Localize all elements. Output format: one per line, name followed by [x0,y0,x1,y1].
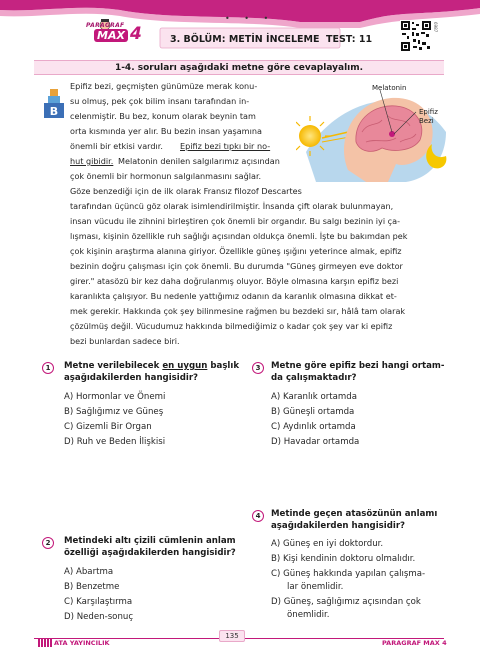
instruction-bar: 1-4. soruları aşağıdaki metne göre cevaplayalım. [34,60,444,75]
answer-option[interactable]: C) Gizemli Bir Organ [64,422,152,432]
question-prompt [271,508,437,532]
passage-line: mek gerekir. Hakkında çok şey bilinmesine rağmen bu bezdeki sır, hâlâ tam olarak [70,306,406,316]
answer-option-cont: önemlidir. [287,610,330,620]
series-name: PARAGRAF MAX 4 [382,639,447,647]
question-number: 4 [252,510,264,522]
question-prompt [64,535,236,559]
question-prompt-text: Metindeki altı çizili cümlenin anlam [64,536,236,546]
answer-option[interactable]: D) Güneş, sağlığımız açısından çok [271,597,421,607]
answer-option[interactable]: D) Havadar ortamda [271,437,360,447]
decorative-dots: • • • [225,14,275,23]
question-prompt-text: özelliği aşağıdakilerden hangisidir? [64,548,236,558]
logo-number: 4 [130,24,142,44]
figure-label-melatonin: Melatonin [372,84,407,92]
logo-top-text: PARAGRAF [86,22,125,29]
passage-line: çok kişinin araştırma alanına giriyor. Özellikle güneş ışığını yeterince almak, epifiz [70,246,402,256]
question-prompt-text: Metne göre epifiz bezi hangi ortam- [271,361,445,371]
answer-option[interactable]: A) Güneş en iyi doktordur. [271,539,384,549]
passage-line: çözülmüş değil. Vücudumuz hakkında bilmediğimiz o kadar çok şey var ki epifiz [70,321,393,331]
passage-line: karanlıkta çalışıyor. Bu nedenle yattığımız odanın da karanlık olmasına dikkat et- [70,291,397,301]
question-prompt-text: Metinde geçen atasözünün anlamı [271,509,438,519]
passage-line: tarafından üçüncü göz olarak isimlendirilmiştir. İnsanda çift olarak bulunmayan, [70,201,394,211]
question-prompt [64,360,239,384]
passage-line: celenmiştir. Bu bez, konum olarak beynin tam [70,111,256,121]
passage-badge [44,88,64,118]
answer-option[interactable]: D) Neden-sonuç [64,612,134,622]
answer-option-cont: lar önemlidir. [287,582,344,592]
question-prompt-text: başlık [207,361,240,371]
passage-line: su olmuş, pek çok bilim insanı tarafından in- [70,96,250,106]
passage-line: lışması, kişinin özellikle ruh sağlığı açısından oldukça önemli. İşte bu bakımdan pek [70,231,408,241]
answer-option[interactable]: B) Güneşli ortamda [271,407,355,417]
answer-option[interactable]: C) Karşılaştırma [64,597,133,607]
passage-line: girer." atasözü bir kez daha doğrulanmış oluyor. Böyle olmasına karşın epifiz bezi [70,276,399,286]
question-number: 3 [252,362,264,374]
publisher-logo [38,639,110,647]
question-prompt [271,360,444,384]
badge-letter: B [49,105,59,118]
question-prompt-text: aşağıdakilerden hangisidir? [271,521,406,531]
question-prompt-text: da çalışmaktadır? [271,373,357,383]
underlined-sentence: Epifiz bezi tıpkı bir no- [180,141,271,151]
publisher-mark-icon [38,639,52,647]
logo-main-text: MAX [94,29,128,42]
brand-logo [86,22,150,56]
test-label: TEST: 11 [326,34,373,45]
passage-line: Epifiz bezi, geçmişten günümüze merak konu- [70,81,258,91]
question-number: 1 [42,362,54,374]
answer-option[interactable]: B) Sağlığımız ve Güneş [64,407,164,417]
passage-line: Melatonin denilen salgılarımız açısından [118,156,280,166]
passage-line: bezinin doğru çalışması için çok önemli. Bu durumda "Güneş girmeyen eve doktor [70,261,403,271]
question-emphasis: en uygun [162,361,208,371]
answer-option[interactable]: C) Aydınlık ortamda [271,422,356,432]
passage-line: orta kısmında yer alır. Bu bezin insan yaşamına [70,126,262,136]
answer-option[interactable]: B) Benzetme [64,582,120,592]
brain-illustration [296,82,456,184]
question-prompt-text: Metne verilebilecek [64,361,163,371]
qr-code-number: 6987 [433,22,438,33]
passage-line: çok önemli bir hormonun salgılanmasını sağlar. [70,171,262,181]
section-title: 3. BÖLÜM: METİN İNCELEME [170,34,320,45]
figure-label-epifiz: Epifiz Bezi [419,108,438,125]
answer-option[interactable]: A) Karanlık ortamda [271,392,357,402]
publisher-name: ATA YAYINCILIK [54,639,110,647]
passage-line: önemli bir etkisi vardır. [70,141,163,151]
passage-line: bezi bunlardan sadece biri. [70,336,180,346]
answer-option[interactable]: A) Abartma [64,567,114,577]
passage-line: Göze benzediği için de ilk olarak Fransız filozof Descartes [70,186,302,196]
question-number: 2 [42,537,54,549]
answer-option[interactable]: D) Ruh ve Beden İlişkisi [64,437,166,447]
qr-code-icon [400,20,432,52]
answer-option[interactable]: B) Kişi kendinin doktoru olmalıdır. [271,554,416,564]
underlined-sentence-cont: hut gibidir. [70,156,114,166]
passage-line: insan vücudu ile zihnini birleştiren çok önemli bir organdır. Bu salgı bezinin iyi ça- [70,216,400,226]
page-number: 135 [219,630,245,642]
question-prompt-text: aşağıdakilerden hangisidir? [64,373,199,383]
answer-option[interactable]: C) Güneş hakkında yapılan çalışma- [271,569,426,579]
answer-option[interactable]: A) Hormonlar ve Önemi [64,392,166,402]
